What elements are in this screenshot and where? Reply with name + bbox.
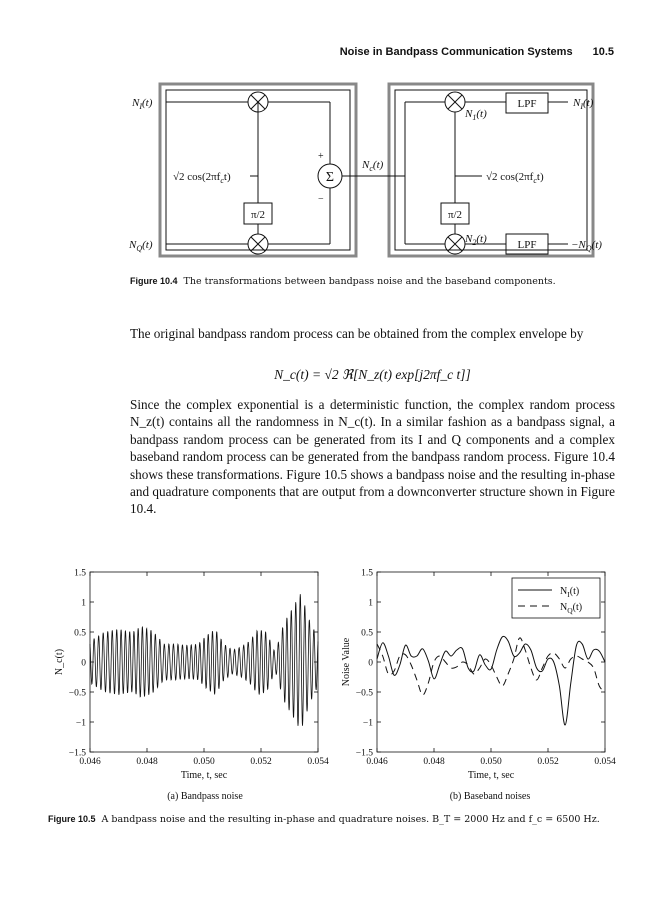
y-tick-label: 0.5 [74, 628, 86, 639]
figure-label: Figure 10.4 [130, 276, 178, 286]
multiplier-icon [445, 234, 465, 254]
downconverter-box-outer [389, 84, 593, 256]
x-tick-label: 0.054 [307, 757, 329, 767]
multiplier-icon [445, 92, 465, 112]
paragraph-1: The original bandpass random process can be obtained from the complex envelope by [130, 326, 584, 341]
figure-10-5-caption [48, 814, 600, 825]
y-tick-label: −1.5 [355, 748, 373, 759]
x-axis-label: Time, t, sec [180, 770, 228, 781]
y-tick-label: −1 [362, 718, 373, 729]
multiplier-icon [248, 234, 268, 254]
figure-10-4-caption [130, 276, 556, 287]
caption-text: A bandpass noise and the resulting in-phase and quadrature noises. B_T = 2000 Hz and f_c = 6500 Hz. [101, 814, 600, 825]
equation: N_c(t) = √2 ℜ[N_z(t) exp[j2πf_c t]] [274, 367, 471, 382]
caption-text: The transformations between bandpass noise and the baseband components. [183, 276, 556, 287]
subfigure-a-label: (a) Bandpass noise [167, 791, 243, 802]
y-tick-label: 1.5 [74, 568, 86, 579]
nq-input-label: $N_Q(t)$ [129, 239, 153, 253]
downconverter-box-inner [395, 90, 587, 250]
y-axis-label: Noise Value [341, 637, 352, 687]
y-axis-label: N_c(t) [54, 648, 65, 676]
lpf-label: LPF [517, 239, 537, 251]
demodulator-cos-label: √2 $\cos(2\pi f_ct)$ [486, 171, 544, 185]
y-tick-label: −1.5 [68, 748, 86, 759]
y-tick-label: −0.5 [68, 688, 86, 699]
x-tick-label: 0.050 [480, 757, 502, 767]
phase-shift-label: π/2 [250, 209, 266, 221]
ni-series-line [377, 636, 605, 725]
x-tick-label: 0.046 [366, 757, 388, 767]
y-tick-label: 1 [81, 598, 86, 609]
header-section: 10.5 [592, 46, 614, 58]
minus-sign: − [318, 194, 324, 205]
ni-output-label: $N_I(t)$ [573, 97, 594, 111]
x-axis-label: Time, t, sec [467, 770, 515, 781]
x-tick-label: 0.046 [79, 757, 101, 767]
y-tick-label: 1 [368, 598, 373, 609]
x-tick-label: 0.054 [594, 757, 616, 767]
figure-10-4-diagram [0, 72, 664, 272]
y-tick-label: 0.5 [361, 628, 373, 639]
lpf-label: LPF [517, 98, 537, 110]
figure-label: Figure 10.5 [48, 814, 96, 824]
subfigure-b-label: (b) Baseband noises [449, 791, 531, 802]
x-tick-label: 0.050 [193, 757, 215, 767]
legend-box [512, 578, 600, 618]
header-title: Noise in Bandpass Communication Systems [339, 46, 573, 58]
plus-sign: + [318, 151, 324, 162]
x-tick-label: 0.048 [136, 757, 158, 767]
n2-label: $N_2(t)$ [465, 233, 487, 247]
ni-input-label: $N_I(t)$ [132, 97, 153, 111]
bandpass-noise-line [90, 594, 318, 726]
legend-label: $N_Q(t)$ [560, 602, 583, 615]
nc-label: $N_c(t)$ [362, 159, 384, 173]
nq-output-label: $-N_Q(t)$ [571, 239, 602, 253]
y-tick-label: −0.5 [355, 688, 373, 699]
x-tick-label: 0.048 [423, 757, 445, 767]
running-header [340, 46, 614, 58]
x-tick-label: 0.052 [537, 757, 559, 767]
summer-symbol: Σ [325, 170, 335, 185]
n1-label: $N_1(t)$ [465, 108, 487, 122]
x-tick-label: 0.052 [250, 757, 272, 767]
modulator-cos-label: √2 $\cos(2\pi f_ct)$ [173, 171, 231, 185]
y-tick-label: 0 [81, 658, 86, 669]
y-tick-label: 1.5 [361, 568, 373, 579]
figure-10-5-plots [0, 560, 664, 810]
legend-label: $N_I(t)$ [560, 586, 580, 599]
phase-shift-label: π/2 [447, 209, 463, 221]
paragraph-2: Since the complex exponential is a deterministic function, the complex random process N_z(t) contains all the randomness in N_c(t). In a similar fashion as a bandpass signal, a bandpass random process can be generated from its I and Q components and a complex baseband random process can be generated from the bandpass random process. Figure 10.4 shows these transformations. Figure 10.5 shows a bandpass noise and the resulting in-phase and quadrature components that are output from a downconverter structure shown in Figure 10.4. [130, 397, 615, 517]
y-tick-label: −1 [75, 718, 86, 729]
y-tick-label: 0 [368, 658, 373, 669]
